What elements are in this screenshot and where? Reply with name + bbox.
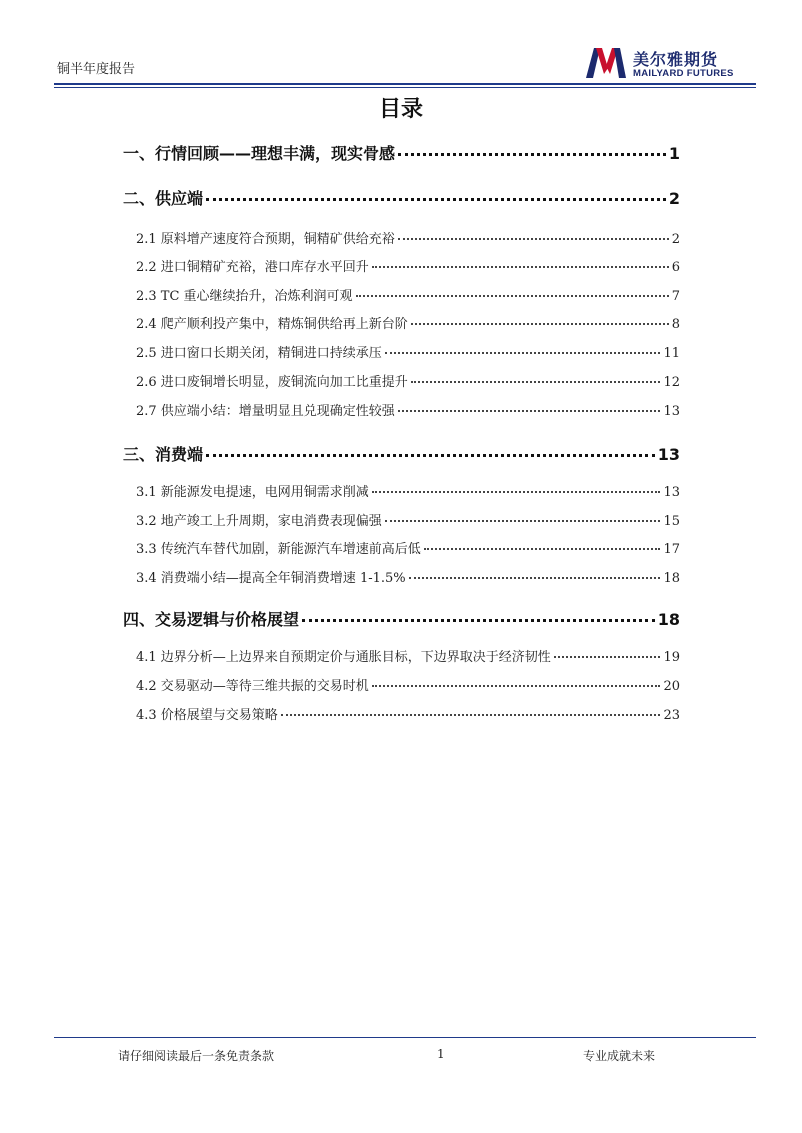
toc-subsection-entry[interactable] bbox=[136, 313, 680, 332]
toc-page-number: 23 bbox=[663, 708, 680, 723]
toc-subsection-entry[interactable] bbox=[136, 481, 680, 500]
toc-leader-dots bbox=[424, 547, 661, 550]
toc-page-number: 8 bbox=[671, 317, 680, 332]
toc-page-number: 19 bbox=[663, 650, 680, 665]
toc-leader-dots bbox=[372, 684, 661, 687]
toc-page-number: 12 bbox=[663, 375, 680, 390]
header-rule-thin bbox=[54, 87, 756, 88]
logo-text-en: MAILYARD FUTURES bbox=[633, 68, 734, 79]
toc-subsection-entry[interactable] bbox=[136, 256, 680, 275]
toc-page-number: 1 bbox=[668, 144, 680, 163]
toc-subsection-entry[interactable] bbox=[136, 675, 680, 694]
header-rule bbox=[54, 83, 756, 85]
toc-leader-dots bbox=[385, 519, 661, 522]
footer-rule bbox=[54, 1037, 756, 1038]
toc-page-number: 13 bbox=[657, 445, 680, 464]
toc-leader-dots bbox=[554, 655, 661, 658]
toc-subsection-entry[interactable] bbox=[136, 538, 680, 557]
toc-page-number: 18 bbox=[663, 571, 680, 586]
toc-subsection-entry[interactable] bbox=[136, 285, 680, 304]
toc-entry-label: 4.1 边界分析—上边界来自预期定价与通胀目标，下边界取决于经济韧性 bbox=[136, 650, 551, 665]
toc-section-entry[interactable] bbox=[123, 607, 680, 630]
toc-leader-dots bbox=[409, 576, 661, 579]
toc-leader-dots bbox=[356, 294, 669, 297]
toc-leader-dots bbox=[385, 351, 661, 354]
toc-leader-dots bbox=[372, 265, 669, 268]
toc-entry-label: 2.6 进口废铜增长明显，废铜流向加工比重提升 bbox=[136, 375, 408, 390]
toc-entry-label: 2.7 供应端小结：增量明显且兑现确定性较强 bbox=[136, 404, 395, 419]
toc-page-number: 2 bbox=[668, 189, 680, 208]
toc-page-number: 15 bbox=[663, 514, 680, 529]
toc-page-number: 20 bbox=[663, 679, 680, 694]
toc-leader-dots bbox=[398, 409, 661, 412]
toc-leader-dots bbox=[302, 618, 655, 622]
toc-page-number: 2 bbox=[671, 232, 680, 247]
toc-subsection-entry[interactable] bbox=[136, 342, 680, 361]
toc-page-number: 7 bbox=[671, 289, 680, 304]
toc-leader-dots bbox=[398, 152, 666, 156]
toc-entry-label: 3.1 新能源发电提速，电网用铜需求削减 bbox=[136, 485, 369, 500]
toc-page-number: 6 bbox=[671, 260, 680, 275]
toc-leader-dots bbox=[411, 380, 661, 383]
toc-entry-label: 三、消费端 bbox=[123, 445, 204, 464]
toc-entry-label: 3.4 消费端小结—提高全年铜消费增速 1-1.5% bbox=[136, 571, 406, 586]
toc-heading: 目录 bbox=[378, 97, 423, 122]
toc-entry-label: 3.2 地产竣工上升周期，家电消费表现偏强 bbox=[136, 514, 382, 529]
toc-page-number: 18 bbox=[657, 610, 680, 629]
toc-entry-label: 4.2 交易驱动—等待三维共振的交易时机 bbox=[136, 679, 369, 694]
company-logo bbox=[584, 44, 744, 84]
mailyard-m-logo-icon bbox=[584, 46, 628, 78]
logo-text-cn: 美尔雅期货 bbox=[633, 50, 719, 69]
toc-subsection-entry[interactable] bbox=[136, 371, 680, 390]
toc-entry-label: 二、供应端 bbox=[123, 189, 204, 208]
toc-entry-label: 4.3 价格展望与交易策略 bbox=[136, 708, 278, 723]
report-title: 铜半年度报告 bbox=[57, 62, 136, 77]
toc-leader-dots bbox=[206, 197, 666, 201]
toc-subsection-entry[interactable] bbox=[136, 228, 680, 247]
toc-entry-label: 2.2 进口铜精矿充裕，港口库存水平回升 bbox=[136, 260, 369, 275]
toc-section-entry[interactable] bbox=[123, 442, 680, 465]
toc-leader-dots bbox=[281, 713, 661, 716]
toc-entry-label: 一、行情回顾——理想丰满，现实骨感 bbox=[123, 144, 396, 163]
toc-leader-dots bbox=[372, 490, 661, 493]
toc-leader-dots bbox=[206, 453, 655, 457]
toc-entry-label: 3.3 传统汽车替代加剧，新能源汽车增速前高后低 bbox=[136, 542, 421, 557]
toc-entry-label: 2.5 进口窗口长期关闭，精铜进口持续承压 bbox=[136, 346, 382, 361]
footer-disclaimer: 请仔细阅读最后一条免责条款 bbox=[118, 1049, 275, 1063]
toc-leader-dots bbox=[411, 322, 669, 325]
toc-entry-label: 2.3 TC 重心继续抬升，冶炼利润可观 bbox=[136, 289, 353, 304]
toc-page-number: 13 bbox=[663, 485, 680, 500]
toc-subsection-entry[interactable] bbox=[136, 567, 680, 586]
toc-subsection-entry[interactable] bbox=[136, 400, 680, 419]
toc-entry-label: 2.4 爬产顺利投产集中，精炼铜供给再上新台阶 bbox=[136, 317, 408, 332]
toc-page-number: 17 bbox=[663, 542, 680, 557]
footer-slogan: 专业成就未来 bbox=[583, 1049, 656, 1063]
toc-page-number: 13 bbox=[663, 404, 680, 419]
toc-subsection-entry[interactable] bbox=[136, 704, 680, 723]
toc-subsection-entry[interactable] bbox=[136, 646, 680, 665]
toc-page-number: 11 bbox=[663, 346, 680, 361]
toc-entry-label: 2.1 原料增产速度符合预期，铜精矿供给充裕 bbox=[136, 232, 395, 247]
toc-entry-label: 四、交易逻辑与价格展望 bbox=[123, 610, 300, 629]
toc-subsection-entry[interactable] bbox=[136, 510, 680, 529]
footer-page-number: 1 bbox=[437, 1047, 445, 1061]
toc-leader-dots bbox=[398, 237, 669, 240]
toc-section-entry[interactable] bbox=[123, 141, 680, 164]
toc-section-entry[interactable] bbox=[123, 186, 680, 209]
